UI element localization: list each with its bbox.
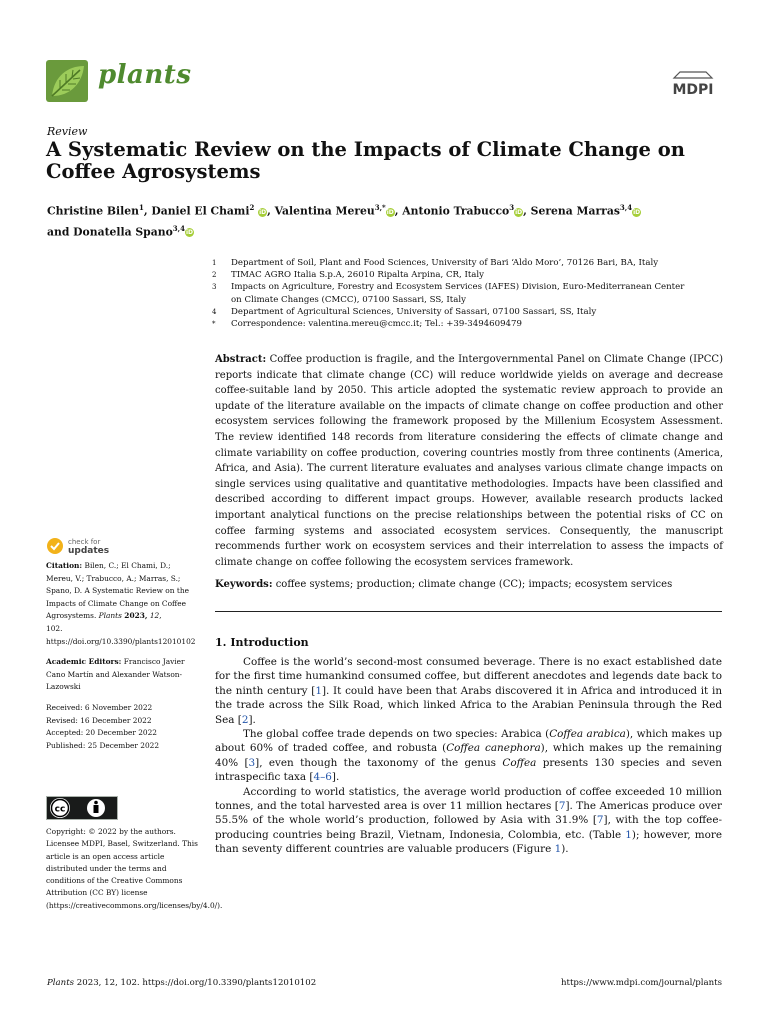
orcid-icon[interactable]: iD bbox=[515, 208, 523, 216]
citation-link[interactable]: 2 bbox=[241, 713, 249, 726]
section-divider bbox=[215, 611, 722, 612]
table-link[interactable]: 1 bbox=[625, 828, 632, 841]
sidebar-info bbox=[46, 560, 196, 756]
orcid-icon[interactable]: iD bbox=[185, 229, 193, 237]
affiliation-text: Department of Soil, Plant and Food Sciences, University of Bari ‘Aldo Moro’, 70126 Bari, BA, Italy bbox=[231, 258, 659, 268]
author-affil: 3,4 bbox=[172, 223, 185, 233]
author-list: Christine Bilen$^1$, Daniel El Chami$^2$ iD, Valentina Mereu$^{3,*}$iD, Antonio Trabucco$^3$iD, Serena Marras$^{3,4}$iD and Donatella Spano$^{3,4}$iD bbox=[47, 203, 641, 239]
keywords-text: coffee systems; production; climate change (CC); impacts; ecosystem services bbox=[275, 579, 673, 590]
affiliation-number: 4 bbox=[212, 307, 217, 316]
abstract-label: Abstract: bbox=[215, 354, 267, 365]
citation-journal: Plants bbox=[98, 611, 122, 621]
article-type: Review bbox=[47, 125, 88, 138]
correspondence-text: Correspondence: valentina.mereu@cmcc.it; Tel.: +39-3494609479 bbox=[231, 319, 522, 330]
intro-body bbox=[215, 655, 722, 857]
author-name: Serena Marras bbox=[530, 204, 620, 218]
paragraph: The global coffee trade depends on two species: Arabica (Coffea arabica), which makes up about 60% of traded coffee, and robusta (Coffea canephora), which makes up the remaining 40% [3], even though the taxonomy of the genus Coffea presents 130 species and seven intraspecific taxa [4–6]. bbox=[215, 728, 723, 784]
author-affil: 3,* bbox=[374, 203, 386, 212]
author-name: Daniel El Chami bbox=[151, 204, 250, 218]
editors-block bbox=[46, 656, 196, 694]
author-name: Antonio Trabucco bbox=[402, 204, 510, 218]
author-affil: 3 bbox=[509, 203, 515, 212]
orcid-icon[interactable]: iD bbox=[259, 208, 267, 216]
journal-name: plants bbox=[98, 60, 192, 90]
affiliation-text: TIMAC AGRO Italia S.p.A, 26010 Ripalta Arpina, CR, Italy bbox=[231, 270, 485, 281]
affiliation-number: 3 bbox=[212, 283, 217, 292]
affiliation-item bbox=[212, 269, 692, 281]
footer-journal-url[interactable]: https://www.mdpi.com/journal/plants bbox=[560, 978, 722, 988]
check-bottom-text: updates bbox=[68, 546, 110, 556]
author-name: Valentina Mereu bbox=[274, 204, 375, 218]
svg-text:cc: cc bbox=[54, 804, 66, 815]
accepted-date: Accepted: 20 December 2022 bbox=[46, 728, 158, 738]
affiliation-number: 2 bbox=[212, 271, 217, 280]
keywords bbox=[215, 578, 723, 592]
citation-link[interactable]: 7 bbox=[596, 814, 604, 827]
affiliation-number: * bbox=[212, 320, 216, 329]
keywords-label: Keywords: bbox=[215, 579, 273, 590]
citation-link[interactable]: 3 bbox=[248, 756, 256, 769]
check-top-text: check for bbox=[68, 538, 101, 546]
citation-text: Bilen, C.; El Chami, D.; Mereu, V.; Trabucco, A.; Marras, S.; Spano, D. A Systematic Review on the Impacts of Climate Change on Coffee Agrosystems. bbox=[46, 561, 189, 621]
citation-label: Citation: bbox=[46, 561, 83, 570]
author-name: Christine Bilen bbox=[47, 204, 139, 218]
editors-label: Academic Editors: bbox=[46, 657, 122, 667]
revised-date: Revised: 16 December 2022 bbox=[46, 715, 152, 725]
affiliation-text: Department of Agricultural Sciences, University of Sassari, 07100 Sassari, SS, Italy bbox=[231, 306, 597, 317]
abstract-text: Coffee production is fragile, and the Intergovernmental Panel on Climate Change (IPCC) reports indicate that climate change (CC) will reduce worldwide yields on average and decrease coffee-suitable land by 2050. This article adopted the systematic review approach to provide an update of the literature available on the impacts of climate change on coffee production and other ecosystem services following the framework proposed by the Millenium Ecosystem Assessment. The review identified 148 records from literature considering the effects of climate change and climate variability on coffee production, covering countries mostly from three continents (America, Africa, and Asia). The current literature evaluates and analyses various climate change impacts on single services using qualitative and quantitative methodologies. Impacts have been classified and described according to different impact groups. However, available research products lacked important analytical functions on the precise relationships between the potential risks of CC on coffee farming systems and associated ecosystem services. Consequently, the manuscript recommends further work on ecosystem services and their interrelation to assess the impacts of climate change on coffee following the ecosystem services framework. bbox=[215, 354, 723, 568]
citation-volume: 12, bbox=[149, 611, 162, 621]
footer-citation bbox=[47, 978, 316, 988]
footer-ref[interactable]: 2023, 12, 102. https://doi.org/10.3390/plants12010102 bbox=[76, 978, 317, 988]
affiliation-item bbox=[212, 318, 692, 330]
published-date: Published: 25 December 2022 bbox=[46, 740, 160, 750]
figure-link[interactable]: 1 bbox=[554, 843, 562, 856]
plants-leaf-logo bbox=[46, 60, 88, 102]
paragraph: According to world statistics, the average world production of coffee exceeded 10 million tonnes, and the total harvested area is over 11 million hectares [7]. The Americas produce over 55.5% of the whole world’s production, followed by Asia with 31.9% [7], with the top coffee-producing countries being Brazil, Vietnam, Indonesia, Colombia, etc. (Table 1); however, more than seventy different countries are valuable producers (Figure 1). bbox=[215, 785, 722, 856]
citation-link[interactable]: 7 bbox=[558, 800, 566, 813]
affiliation-item bbox=[212, 281, 692, 305]
author-name: Donatella Spano bbox=[73, 225, 173, 239]
citation-link[interactable]: 1 bbox=[315, 684, 322, 697]
article-title: A Systematic Review on the Impacts of Climate Change on Coffee Agrosystems bbox=[46, 138, 685, 183]
publisher-name: MDPI bbox=[672, 82, 714, 98]
author-affil: 2 bbox=[249, 203, 255, 212]
affiliation-text: Impacts on Agriculture, Forestry and Ecosystem Services (IAFES) Division, Euro-Mediterranean Center on Climate Changes (CMCC), 07100 Sassari, SS, Italy bbox=[231, 282, 685, 305]
footer-journal: Plants bbox=[47, 978, 75, 988]
editors-text: Francisco Javier Cano Martín and Alexander Watson-Lazowski bbox=[46, 657, 185, 692]
affiliation-number: 1 bbox=[212, 259, 217, 267]
paragraph: Coffee is the world’s second-most consumed beverage. There is no exact established date for the first time humankind consumed coffee, but different anecdotes and legends date back to the ninth century [1]. It could have been that Arabs discovered it in Africa and introduced it in the trade across the Silk Road, which linked Africa to the Arabian Peninsula through the Red Sea [2]. bbox=[215, 656, 723, 726]
affiliations bbox=[212, 257, 692, 330]
mdpi-logo bbox=[666, 70, 720, 100]
author-affil: 1 bbox=[138, 203, 144, 212]
citation-doi[interactable]: 102. https://doi.org/10.3390/plants12010102 bbox=[46, 623, 196, 646]
copyright-notice: Copyright: © 2022 by the authors. Licensee MDPI, Basel, Switzerland. This article is an open access article distributed under the terms and conditions of the Creative Commons Attribution (CC BY) license (https://creativecommons.org/licenses/by/4.0/). bbox=[46, 827, 223, 910]
cc-by-license-icon[interactable] bbox=[46, 796, 118, 820]
citation-year: 2023, bbox=[124, 611, 148, 621]
citation-link[interactable]: 4–6 bbox=[313, 771, 332, 784]
orcid-icon[interactable]: iD bbox=[386, 208, 394, 216]
section-heading: 1. Introduction bbox=[215, 636, 309, 649]
affiliation-item bbox=[212, 306, 692, 318]
citation-block bbox=[46, 560, 196, 648]
received-date: Received: 6 November 2022 bbox=[46, 702, 153, 712]
check-for-updates-badge[interactable] bbox=[46, 536, 146, 556]
orcid-icon[interactable]: iD bbox=[633, 208, 641, 216]
dates-block bbox=[46, 702, 196, 752]
affiliation-item bbox=[212, 257, 692, 269]
abstract bbox=[215, 352, 723, 570]
author-affil: 3,4 bbox=[619, 203, 633, 212]
